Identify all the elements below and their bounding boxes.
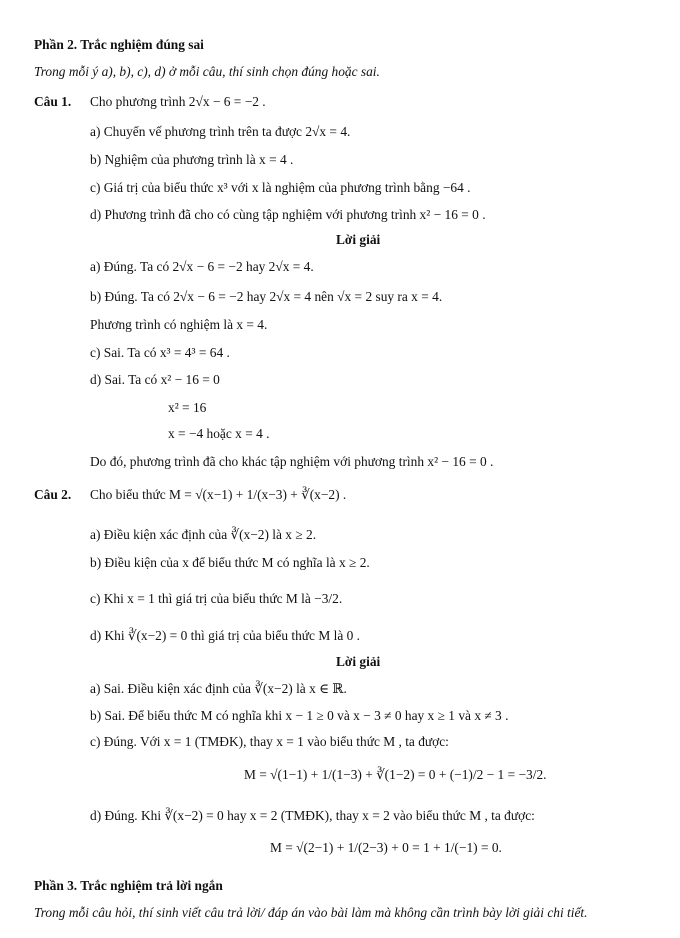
q1-solution-c: c) Sai. Ta có x³ = 4³ = 64 . [90,345,230,360]
q2-stem: Cho biểu thức M = √(x−1) + 1/(x−3) + ∛(x−2) . [90,487,347,502]
q1-solution-a: a) Đúng. Ta có 2√x − 6 = −2 hay 2√x = 4. [90,259,314,274]
q2-option-d: d) Khi ∛(x−2) = 0 thì giá trị của biểu thức M là 0 . [90,628,361,643]
q2-solution-b: b) Sai. Để biểu thức M có nghĩa khi x − 1 ≥ 0 và x − 3 ≠ 0 hay x ≥ 1 và x ≠ 3 . [90,708,509,723]
q2-option-a: a) Điều kiện xác định của ∛(x−2) là x ≥ 2. [90,527,317,542]
q1-solution-b-conclusion: Phương trình có nghiệm là x = 4. [90,317,268,332]
part2-title: Phần 2. Trắc nghiệm đúng sai [34,37,204,52]
q2-option-b: b) Điều kiện của x để biểu thức M có nghĩa là x ≥ 2. [90,555,370,570]
q1-option-d: d) Phương trình đã cho có cùng tập nghiệm với phương trình x² − 16 = 0 . [90,207,486,222]
part2-instruction: Trong mỗi ý a), b), c), d) ở mỗi câu, thí sinh chọn đúng hoặc sai. [34,64,380,79]
part3-instruction: Trong mỗi câu hỏi, thí sinh viết câu trả lời/ đáp án vào bài làm mà không cần trình bày lời giải chi tiết. [34,905,588,920]
q1-option-a: a) Chuyển vế phương trình trên ta được 2√x = 4. [90,124,351,139]
q1-solution-b: b) Đúng. Ta có 2√x − 6 = −2 hay 2√x = 4 nên √x = 2 suy ra x = 4. [90,289,443,304]
part3-title: Phần 3. Trắc nghiệm trả lời ngắn [34,878,223,893]
q2-label: Câu 2. [34,487,72,502]
q2-solution-d: d) Đúng. Khi ∛(x−2) = 0 hay x = 2 (TMĐK), thay x = 2 vào biểu thức M , ta được: [90,808,535,823]
q2-solution-title: Lời giải [336,654,381,669]
q1-solution-d: d) Sai. Ta có x² − 16 = 0 [90,372,220,387]
q1-solution-title: Lời giải [336,232,381,247]
q1-label: Câu 1. [34,94,72,109]
q2-solution-c: c) Đúng. Với x = 1 (TMĐK), thay x = 1 vào biểu thức M , ta được: [90,734,449,749]
q1-solution-d-conclusion: Do đó, phương trình đã cho khác tập nghiệm với phương trình x² − 16 = 0 . [90,454,494,469]
q1-option-b: b) Nghiệm của phương trình là x = 4 . [90,152,294,167]
q2-solution-a: a) Sai. Điều kiện xác định của ∛(x−2) là x ∈ ℝ. [90,681,347,696]
q2-solution-c-equation: M = √(1−1) + 1/(1−3) + ∛(1−2) = 0 + (−1)/2 − 1 = −3/2. [244,767,547,782]
q1-solution-d-step2: x² = 16 [168,400,207,415]
q2-option-c: c) Khi x = 1 thì giá trị của biểu thức M là −3/2. [90,591,343,606]
q2-solution-d-equation: M = √(2−1) + 1/(2−3) + 0 = 1 + 1/(−1) = 0. [270,840,502,855]
q1-solution-d-step3: x = −4 hoặc x = 4 . [168,426,270,441]
q1-stem: Cho phương trình 2√x − 6 = −2 . [90,94,266,109]
q1-option-c: c) Giá trị của biểu thức x³ với x là nghiệm của phương trình bằng −64 . [90,180,471,195]
